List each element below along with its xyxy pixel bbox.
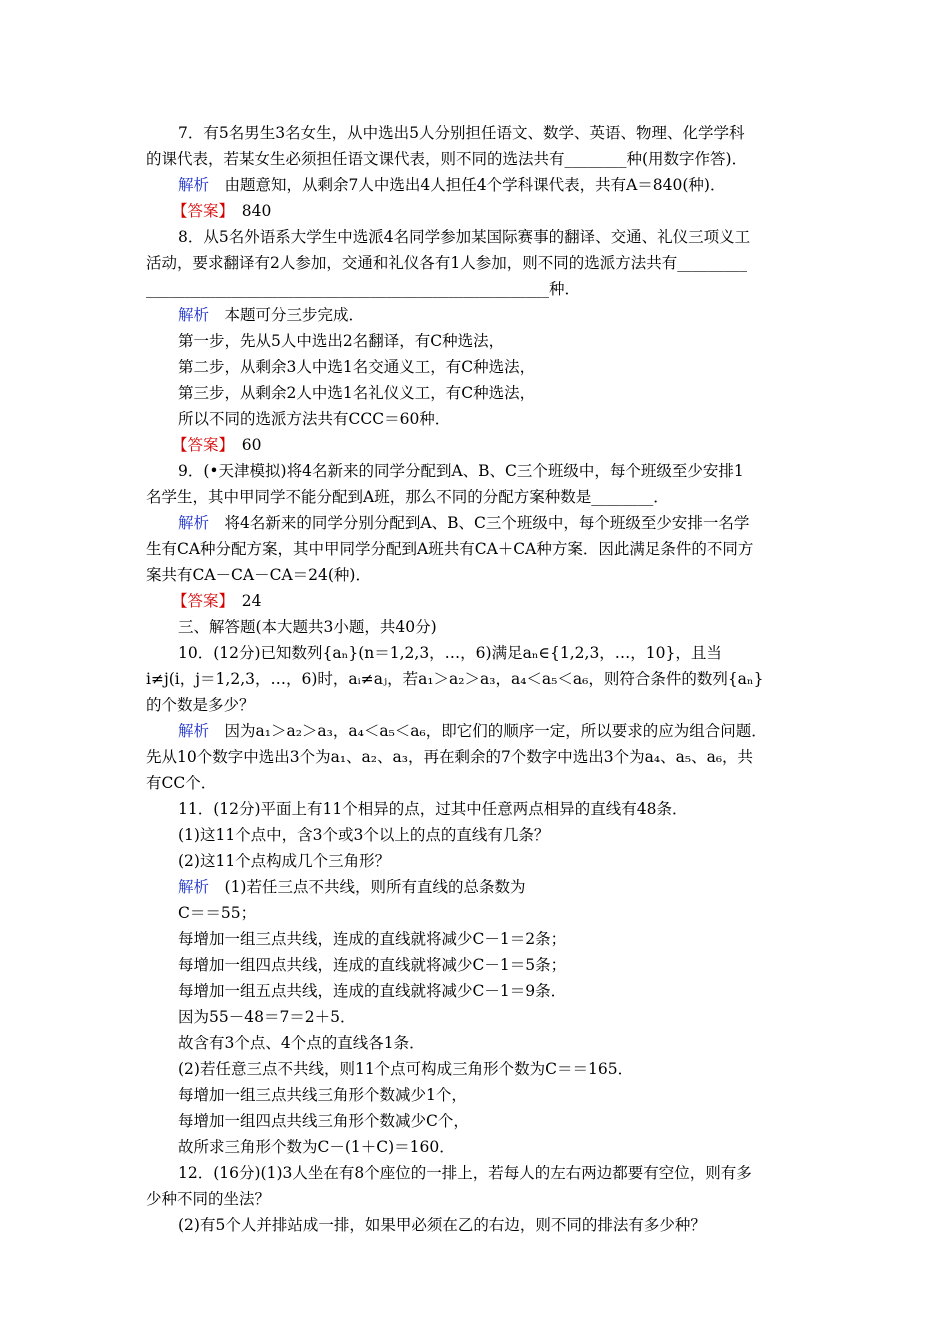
answer-line — [172, 435, 262, 455]
line-text: C＝＝55； — [178, 904, 257, 922]
line-text: 先从10个数字中选出3个为a₁、a₂、a₃，再在剩余的7个数字中选出3个为a₄、a₅、a₆，共 — [146, 748, 754, 766]
text-line — [178, 929, 566, 949]
solution-line — [178, 877, 525, 897]
line-text: 24 — [226, 592, 262, 610]
text-line — [146, 747, 753, 767]
text-line — [178, 1007, 356, 1027]
text-line — [146, 539, 753, 559]
text-line — [146, 1189, 270, 1209]
answer-line — [172, 591, 262, 611]
line-text: 的课代表，若某女生必须担任语文课代表，则不同的选法共有________种(用数字作答)． — [146, 150, 748, 168]
line-text: 本题可分三步完成． — [209, 306, 365, 324]
text-line — [178, 461, 744, 481]
text-line — [178, 331, 504, 351]
line-text: 7．有5名男生3名女生，从中选出5人分别担任语文、数学、英语、物理、化学学科 — [178, 124, 745, 142]
text-line — [146, 253, 747, 273]
line-text: (1)若任三点不共线，则所有直线的总条数为 — [209, 878, 526, 896]
text-line — [178, 1215, 706, 1235]
line-text: 因为55－48＝7＝2＋5． — [178, 1008, 356, 1026]
line-text: 第三步，从剩余2人中选1名礼仪义工，有C种选法， — [178, 384, 536, 402]
text-line — [146, 565, 371, 585]
solution-label: 解析 — [178, 514, 210, 532]
text-line — [146, 487, 669, 507]
text-line — [178, 1111, 469, 1131]
line-text: 故含有3个点、4个点的直线各1条． — [178, 1034, 425, 1052]
line-text: 活动，要求翻译有2人参加，交通和礼仪各有1人参加，则不同的选派方法共有_________ — [146, 254, 747, 272]
answer-label: 【答案】 — [172, 592, 227, 610]
line-text: 11．(12分)平面上有11个相异的点，过其中任意两点相异的直线有48条． — [178, 800, 688, 818]
text-line — [178, 617, 437, 637]
line-text: 9．(•天津模拟)将4名新来的同学分配到A、B、C三个班级中，每个班级至少安排1 — [178, 462, 744, 480]
line-text: 故所求三角形个数为C－(1＋C)＝160． — [178, 1138, 455, 1156]
line-text: 10．(12分)已知数列{aₙ}(n＝1,2,3，…，6)满足aₙ∈{1,2,3，…，10}，且当 — [178, 644, 722, 662]
line-text: 12．(16分)(1)3人坐在有8个座位的一排上，若每人的左右两边都要有空位，则有多 — [178, 1164, 752, 1182]
text-line — [178, 383, 535, 403]
line-text: (2)有5个人并排站成一排，如果甲必须在乙的右边，则不同的排法有多少种？ — [178, 1216, 706, 1234]
solution-label: 解析 — [178, 176, 210, 194]
text-line — [178, 1033, 425, 1053]
line-text: i≠j(i，j＝1,2,3，…，6)时，aᵢ≠aⱼ，若a₁＞a₂＞a₃，a₄＜a₅＜a₆，则符合条件的数列{aₙ} — [146, 670, 764, 688]
line-text: 由题意知，从剩余7人中选出4人担任4个学科课代表，共有A＝840(种)． — [209, 176, 726, 194]
line-text: (1)这11个点中，含3个或3个以上的点的直线有几条？ — [178, 826, 550, 844]
text-line — [178, 903, 256, 923]
text-line — [178, 1163, 752, 1183]
line-text: 名学生，其中甲同学不能分配到A班，那么不同的分配方案种数是________． — [146, 488, 669, 506]
text-line — [178, 825, 549, 845]
line-text: 每增加一组四点共线，连成的直线就将减少C－1＝5条； — [178, 956, 567, 974]
line-text: 第二步，从剩余3人中选1名交通义工，有C种选法， — [178, 358, 536, 376]
text-line — [178, 357, 535, 377]
solution-line — [178, 721, 767, 741]
line-text: 案共有CA－CA－CA＝24(种)． — [146, 566, 371, 584]
text-line — [178, 851, 390, 871]
text-line — [146, 669, 764, 689]
solution-label: 解析 — [178, 722, 210, 740]
line-text: 每增加一组三点共线三角形个数减少1个， — [178, 1086, 467, 1104]
text-line — [146, 279, 580, 299]
text-line — [178, 409, 450, 429]
solution-line — [178, 513, 749, 533]
line-text: 每增加一组四点共线三角形个数减少C个， — [178, 1112, 469, 1130]
solution-line — [178, 175, 725, 195]
text-line — [178, 643, 722, 663]
line-text: 将4名新来的同学分别分配到A、B、C三个班级中，每个班级至少安排一名学 — [209, 514, 750, 532]
line-text: 三、解答题(本大题共3小题，共40分) — [178, 618, 437, 636]
text-line — [146, 695, 255, 715]
answer-line — [172, 201, 271, 221]
answer-label: 【答案】 — [172, 436, 227, 454]
line-text: 的个数是多少？ — [146, 696, 255, 714]
line-text: (2)这11个点构成几个三角形？ — [178, 852, 391, 870]
line-text: 有CC个． — [146, 774, 217, 792]
line-text: 840 — [226, 202, 272, 220]
line-text: ____________________________________________________种． — [146, 280, 581, 298]
text-line — [178, 981, 566, 1001]
solution-label: 解析 — [178, 878, 210, 896]
text-line — [178, 799, 688, 819]
line-text: 少种不同的坐法？ — [146, 1190, 271, 1208]
text-line — [178, 1137, 455, 1157]
line-text: (2)若任意三点不共线，则11个点可构成三角形个数为C＝＝165． — [178, 1060, 634, 1078]
text-line — [178, 123, 744, 143]
text-line — [178, 227, 750, 247]
line-text: 60 — [226, 436, 262, 454]
text-line — [178, 1085, 467, 1105]
line-text: 每增加一组五点共线，连成的直线就将减少C－1＝9条． — [178, 982, 567, 1000]
line-text: 生有CA种分配方案，其中甲同学分配到A班共有CA＋CA种方案．因此满足条件的不同方 — [146, 540, 754, 558]
solution-label: 解析 — [178, 306, 210, 324]
text-line — [178, 1059, 633, 1079]
line-text: 8．从5名外语系大学生中选派4名同学参加某国际赛事的翻译、交通、礼仪三项义工 — [178, 228, 751, 246]
text-line — [146, 773, 216, 793]
line-text: 每增加一组三点共线，连成的直线就将减少C－1＝2条； — [178, 930, 567, 948]
line-text: 因为a₁＞a₂＞a₃，a₄＜a₅＜a₆，即它们的顺序一定，所以要求的应为组合问题． — [209, 722, 767, 740]
line-text: 所以不同的选派方法共有CCC＝60种． — [178, 410, 451, 428]
text-line — [178, 955, 566, 975]
line-text: 第一步，先从5人中选出2名翻译，有C种选法， — [178, 332, 505, 350]
solution-line — [178, 305, 364, 325]
text-line — [146, 149, 747, 169]
answer-label: 【答案】 — [172, 202, 227, 220]
